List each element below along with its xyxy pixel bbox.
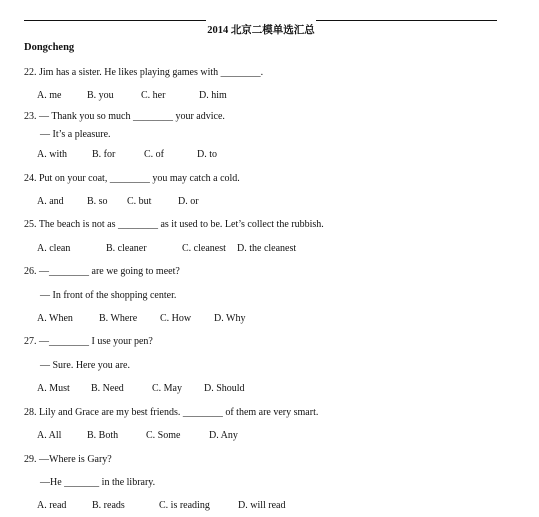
option-row — [37, 313, 507, 325]
option-row — [37, 243, 507, 255]
option-a: A. and — [37, 196, 64, 207]
option-c: C. her — [141, 90, 166, 101]
option-row — [37, 196, 507, 208]
option-b: B. Where — [99, 313, 138, 324]
option-d: D. to — [197, 149, 217, 160]
option-row — [37, 90, 507, 102]
option-b: B. Both — [87, 430, 119, 441]
option-d: D. Any — [209, 430, 238, 441]
question-stem: 22. Jim has a sister. He likes playing games with ________. — [24, 67, 264, 78]
header-rule-right — [316, 20, 497, 21]
header-rule-left — [24, 20, 206, 21]
option-c: C. but — [127, 196, 152, 207]
dialogue-reply: —He _______ in the library. — [40, 477, 156, 488]
question-stem: 25. The beach is not as ________ as it used to be. Let’s collect the rubbish. — [24, 219, 324, 230]
option-d: D. Should — [204, 383, 245, 394]
option-b: B. you — [87, 90, 114, 101]
option-a: A. clean — [37, 243, 71, 254]
question-stem: 28. Lily and Grace are my best friends. ________ of them are very smart. — [24, 407, 319, 418]
dialogue-reply: — In front of the shopping center. — [40, 290, 177, 301]
option-a: A. All — [37, 430, 62, 441]
option-b: B. for — [92, 149, 116, 160]
document-header — [24, 20, 497, 34]
question-stem: 26. —________ are we going to meet? — [24, 266, 180, 277]
option-b: B. reads — [92, 500, 125, 511]
option-row — [37, 383, 507, 395]
dialogue-reply: — Sure. Here you are. — [40, 360, 130, 371]
option-d: D. will read — [238, 500, 286, 511]
option-b: B. so — [87, 196, 108, 207]
question-stem: 23. — Thank you so much ________ your advice. — [24, 111, 225, 122]
option-d: D. or — [178, 196, 199, 207]
document-title: 2014 北京二模单选汇总 — [207, 25, 315, 36]
section-heading: Dongcheng — [24, 42, 75, 53]
option-c: C. Some — [146, 430, 181, 441]
option-c: C. May — [152, 383, 182, 394]
option-row — [37, 149, 507, 161]
option-c: C. How — [160, 313, 192, 324]
question-stem: 29. —Where is Gary? — [24, 454, 112, 465]
question-stem: 27. —________ I use your pen? — [24, 336, 153, 347]
option-c: C. cleanest — [182, 243, 226, 254]
option-b: B. Need — [91, 383, 124, 394]
question-stem: 24. Put on your coat, ________ you may catch a cold. — [24, 173, 240, 184]
option-a: A. with — [37, 149, 67, 160]
option-d: D. the cleanest — [237, 243, 297, 254]
option-d: D. him — [199, 90, 227, 101]
option-c: C. of — [144, 149, 164, 160]
option-a: A. When — [37, 313, 73, 324]
option-a: A. me — [37, 90, 62, 101]
option-a: A. read — [37, 500, 67, 511]
option-b: B. cleaner — [106, 243, 147, 254]
option-c: C. is reading — [159, 500, 210, 511]
dialogue-reply: — It’s a pleasure. — [40, 129, 111, 140]
option-d: D. Why — [214, 313, 246, 324]
option-row — [37, 430, 507, 442]
option-a: A. Must — [37, 383, 70, 394]
option-row — [37, 500, 507, 512]
